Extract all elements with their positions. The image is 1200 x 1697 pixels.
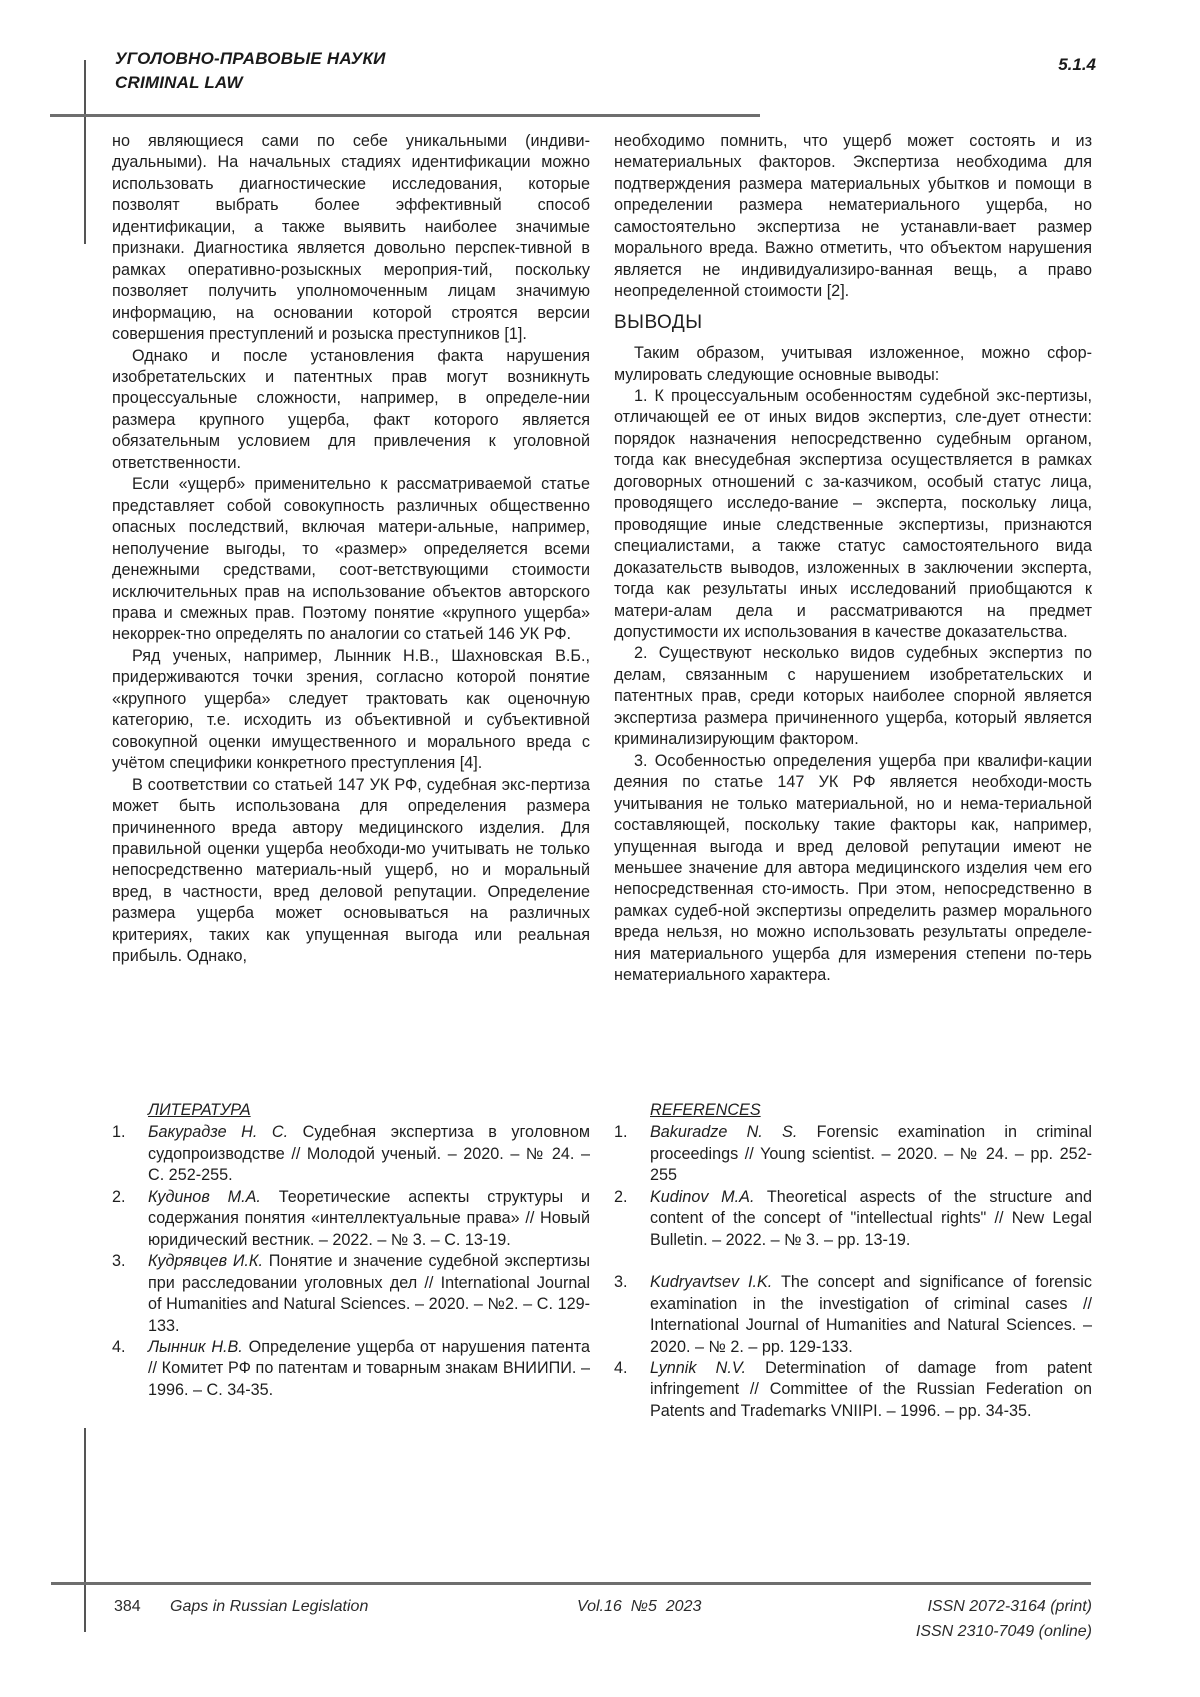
references-ru bbox=[112, 1100, 590, 1401]
reference-number: 2. bbox=[112, 1187, 126, 1206]
reference-text: Forensic examination in criminal proceedings // Young scientist. – 2020. – № 24. – pp. 252-255 bbox=[650, 1123, 1092, 1185]
running-head-section-en: CRIMINAL LAW bbox=[115, 73, 243, 92]
issn-online: ISSN 2310-7049 (online) bbox=[915, 1623, 1092, 1640]
reference-author: Кудрявцев И.К. bbox=[148, 1252, 263, 1271]
conclusion-item: 3. Особенностью определения ущерба при квалифи-кации деяния по статье 147 УК РФ является необходи-мость учитывания не только материальной, но и нема-териальной составляющей, поскольку такие факторы как, например, упущенная выгода и вред деловой репутации имеют не меньшее значение для автора медицинского изделия чем его непосредственная сто-имость. При этом, непосредственно в рамках судеб-ной экспертизы определить размер морального вреда нельзя, но можно использовать результаты определе-ния материального ущерба для измерения степени по-терь нематериального характера. bbox=[614, 751, 1092, 985]
reference-number: 1. bbox=[112, 1123, 126, 1142]
conclusion-item: 1. К процессуальным особенностям судебной экс-пертизы, отличающей ее от иных видов экспертиз, сле-дует отнести: порядок назначения непосредственно судебным органом, тогда как внесудебная экспертиза осуществляется в рамках договорных отношений с за-казчиком, особый статус лица, проводящего исследо-вание – эксперта, поскольку лица, проводящие иные следственные экспертизы, признаются специалистами, а также статус самостоятельного вида доказательств выводов, изложенных в заключении эксперта, тогда как результаты иных исследований приобщаются к матери-алам дела и рассматриваются на предмет допустимости их использования в качестве доказательства. bbox=[614, 386, 1092, 641]
reference-item bbox=[614, 1358, 1092, 1422]
issn-print: ISSN 2072-3164 (print) bbox=[927, 1598, 1092, 1615]
conclusions-heading: ВЫВОДЫ bbox=[614, 311, 703, 333]
reference-text: Определение ущерба от нарушения патента // Комитет РФ по патентам и товарным знакам ВНИИПИ. – 1996. – С. 34-35. bbox=[148, 1337, 591, 1399]
body-paragraph: Если «ущерб» применительно к рассматриваемой статье представляет собой совокупность различных общественно опасных последствий, включая матери-альные, например, неполучение выгоды, то «размер» определяется всеми денежными средствами, соот-ветствующими стоимости исключительных прав на использование объектов авторского права и смежных прав. Поэтому понятие «крупного ущерба» некоррек-тно определять по аналогии со статьей 146 УК РФ. bbox=[112, 475, 590, 644]
reference-text: Теоретические аспекты структуры и содержания понятия «интеллектуальные права» // Новый юридический вестник. – 2022. – № 3. – С. 13-19. bbox=[148, 1187, 590, 1249]
right-column bbox=[614, 131, 1092, 987]
journal-title: Gaps in Russian Legislation bbox=[170, 1598, 369, 1615]
reference-author: Лынник Н.В. bbox=[148, 1337, 243, 1356]
reference-author: Кудинов М.А. bbox=[148, 1187, 261, 1206]
body-paragraph: Ряд ученых, например, Лынник Н.В., Шахновская В.Б., придерживаются точки зрения, согласно которой понятие «крупного ущерба» следует трактовать как оценочную категорию, т.е. исходить из объективной и субъективной совокупной оценки имущественного и морального вреда с учётом специфики конкретного преступления [4]. bbox=[112, 646, 590, 773]
reference-author: Kudinov M.A. bbox=[650, 1187, 755, 1206]
reference-item bbox=[614, 1272, 1092, 1358]
reference-text: Determination of damage from patent infringement // Committee of the Russian Federation on Patents and Trademarks VNIIPI. – 1996. – pp. 34-35. bbox=[650, 1358, 1093, 1420]
reference-text: Судебная экспертиза в уголовном судопроизводстве // Молодой ученый. – 2020. – № 24. – С. 252-255. bbox=[148, 1123, 590, 1185]
volume-issue: Vol.16 №5 2023 bbox=[577, 1598, 702, 1615]
reference-item bbox=[112, 1337, 590, 1401]
reference-author: Бакурадзе Н. С. bbox=[148, 1123, 289, 1142]
conclusion-item: 2. Существуют несколько видов судебных экспертиз по делам, связанным с нарушением изобретательских и патентных прав, среди которых наиболее спорной является экспертиза размера причиненного ущерба, который является криминализирующим фактором. bbox=[614, 644, 1092, 749]
reference-text: The concept and significance of forensic examination in the investigation of criminal cases // International Journal of Humanities and Natural Sciences. – 2020. – № 2. – pp. 129-133. bbox=[650, 1273, 1093, 1356]
running-head-section-ru: УГОЛОВНО-ПРАВОВЫЕ НАУКИ bbox=[115, 49, 386, 68]
references-ru-list bbox=[112, 1122, 590, 1401]
reference-text: Theoretical aspects of the structure and content of the concept of "intellectual rights" // New Legal Bulletin. – 2022. – № 3. – pp. 13-19. bbox=[650, 1187, 1092, 1249]
conclusions-lead: Таким образом, учитывая изложенное, можно сфор-мулировать следующие основные выводы: bbox=[614, 344, 1092, 384]
specialty-code: 5.1.4 bbox=[1058, 55, 1096, 74]
references-ru-heading: ЛИТЕРАТУРА bbox=[148, 1101, 251, 1119]
body-paragraph: необходимо помнить, что ущерб может состоять и из нематериальных факторов. Экспертиза необходима для подтверждения размера материальных убытков и помощи в определении размера нематериального ущерба, но самостоятельно экспертиза не устанавли-вает размер морального вреда. Важно отметить, что объектом нарушения является не индивидуализиро-ванная вещь, а право неопределенной стоимости [2]. bbox=[614, 132, 1092, 301]
reference-author: Bakuradze N. S. bbox=[650, 1123, 798, 1142]
reference-number: 4. bbox=[112, 1337, 126, 1356]
reference-number: 4. bbox=[614, 1358, 628, 1377]
reference-text: Понятие и значение судебной экспертизы при расследовании уголовных дел // International Journal of Humanities and Natural Sciences. – 2020. – №2. – С. 129-133. bbox=[148, 1252, 590, 1335]
page-number: 384 bbox=[114, 1598, 141, 1615]
reference-author: Lynnik N.V. bbox=[650, 1358, 746, 1377]
footer-vertical-rule bbox=[84, 1428, 86, 1632]
body-paragraph: но являющиеся сами по себе уникальными (индиви-дуальными). На начальных стадиях идентификации можно использовать диагностические исследования, которые позволят выбрать более эффективный способ идентификации, а также выявить наиболее значимые признаки. Диагностика является довольно перспек-тивной в рамках оперативно-розыскных мероприя-тий, поскольку позволяет получить уполномоченным лицам значимую информацию, на основании которой строятся версии совершения преступлений и розыска преступников [1]. bbox=[112, 132, 590, 344]
reference-number: 3. bbox=[112, 1252, 126, 1271]
references-en-list bbox=[614, 1122, 1092, 1422]
references-en-heading: REFERENCES bbox=[650, 1101, 761, 1119]
header-horizontal-rule bbox=[50, 114, 760, 117]
left-column bbox=[112, 131, 590, 968]
reference-item bbox=[112, 1122, 590, 1186]
footer-horizontal-rule bbox=[51, 1582, 1091, 1585]
reference-item bbox=[614, 1187, 1092, 1251]
reference-item bbox=[112, 1251, 590, 1337]
reference-item bbox=[614, 1122, 1092, 1186]
references-en bbox=[614, 1100, 1092, 1422]
body-paragraph: Однако и после установления факта нарушения изобретательских и патентных прав могут возникнуть процессуальные сложности, например, в определе-нии размера крупного ущерба, факт которого является обязательным условием для привлечения к уголовной ответственности. bbox=[112, 346, 590, 472]
reference-author: Kudryavtsev I.K. bbox=[650, 1273, 773, 1292]
reference-item bbox=[112, 1187, 590, 1251]
reference-number: 3. bbox=[614, 1273, 628, 1292]
reference-number: 2. bbox=[614, 1187, 628, 1206]
body-paragraph: В соответствии со статьей 147 УК РФ, судебная экс-пертиза может быть использована для определения размера причиненного вреда автору медицинского изделия. Для правильной оценки ущерба необходи-мо учитывать не только непосредственно материаль-ный ущерб, но и моральный вред, в частности, вред деловой репутации. Определение размера ущерба может основываться на различных критериях, таких как упущенная выгода или реальная прибыль. Однако, bbox=[112, 775, 590, 966]
header-vertical-rule bbox=[84, 60, 86, 244]
reference-number: 1. bbox=[614, 1123, 628, 1142]
